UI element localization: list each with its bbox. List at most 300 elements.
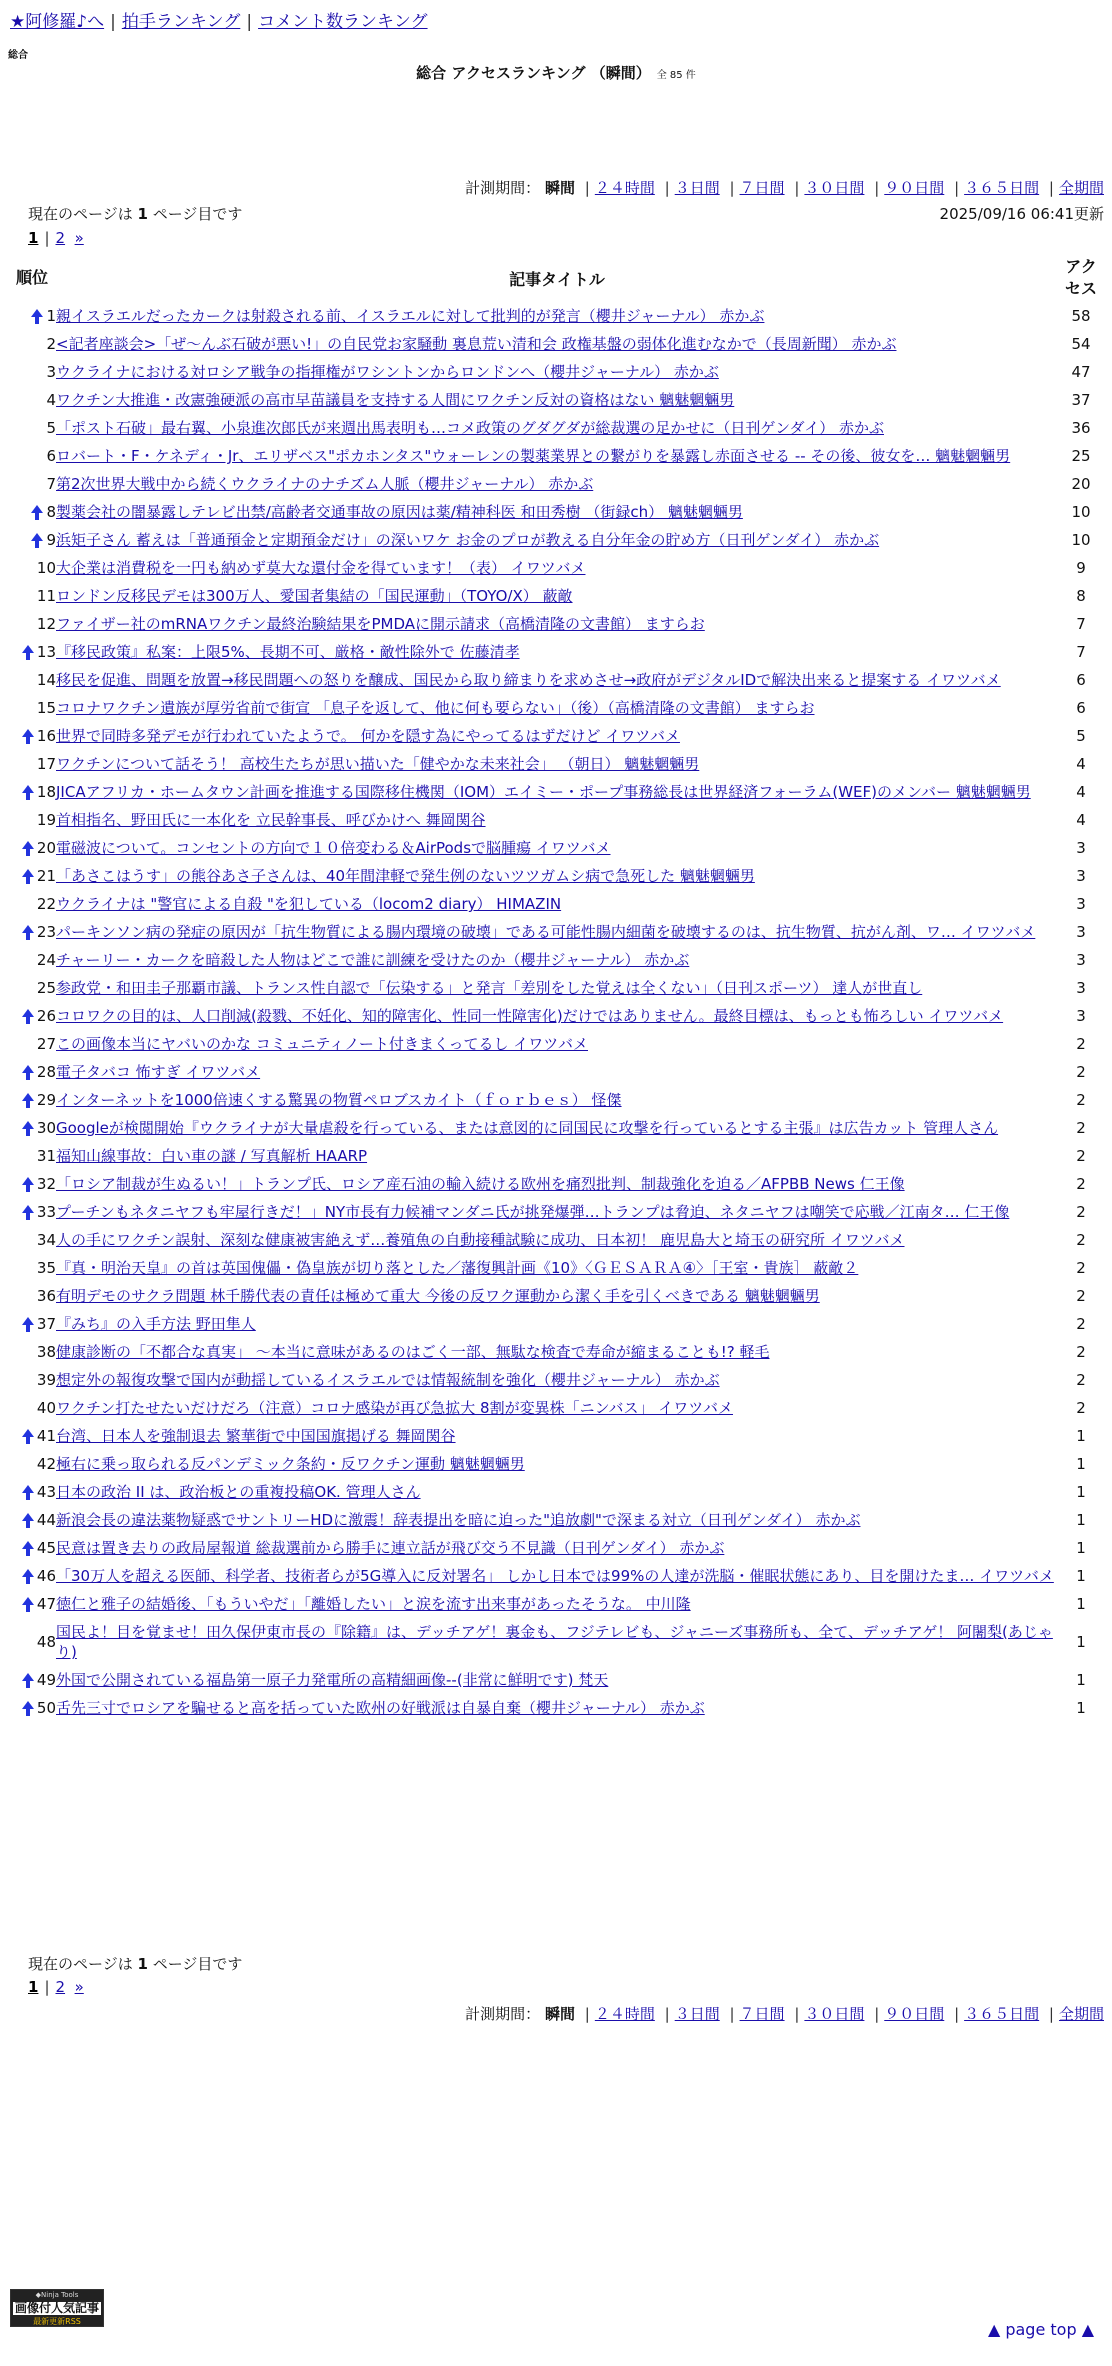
table-row (8, 1506, 1104, 1534)
access-count: 7 (1076, 615, 1086, 633)
table-row (8, 414, 1104, 442)
table-row (8, 1198, 1104, 1226)
period-link-365d[interactable]: ３６５日間 (964, 2005, 1040, 2023)
article-title-link[interactable]: ロバート・F・ケネディ・Jr、エリザベス"ポカホンタス"ウォーレンの製薬業界との繋がりを暴露し赤面させる -- その後、彼女を… 魑魅魍魎男 (56, 447, 1011, 465)
access-count: 58 (1071, 307, 1091, 325)
access-count: 5 (1076, 727, 1086, 745)
rank-number: 36 (36, 1287, 56, 1305)
title-cell (56, 666, 1058, 694)
rank-number: 20 (36, 839, 56, 857)
access-count: 2 (1076, 1203, 1086, 1221)
table-row (8, 1618, 1104, 1666)
table-row (8, 582, 1104, 610)
table-row (8, 1590, 1104, 1618)
home-link[interactable]: ★阿修羅♪へ (10, 12, 105, 32)
rank-cell (8, 1310, 56, 1338)
rank-number: 38 (36, 1343, 56, 1361)
title-cell (56, 1338, 1058, 1366)
title-cell (56, 694, 1058, 722)
rank-number: 11 (36, 587, 56, 605)
access-count: 2 (1076, 1063, 1086, 1081)
period-link-365d[interactable]: ３６５日間 (964, 179, 1040, 197)
access-count: 1 (1076, 1455, 1086, 1473)
table-row (8, 1114, 1104, 1142)
article-title-link[interactable]: 福知山線事故：白い車の謎 / 写真解析 HAARP (56, 1147, 368, 1165)
period-link-90d[interactable]: ９０日間 (884, 179, 945, 197)
rank-number: 42 (36, 1455, 56, 1473)
rank-number: 28 (36, 1063, 56, 1081)
rank-cell (8, 1666, 56, 1694)
table-row (8, 1450, 1104, 1478)
article-title-link[interactable]: 「30万人を超える医師、科学者、技術者らが5G導入に反対署名」 しかし日本では99%の人達が洗脳・催眠状態にあり、目を開けたま… イワツバメ (56, 1567, 1054, 1585)
access-count: 1 (1076, 1567, 1086, 1585)
article-title-link[interactable]: 「ロシア制裁が生ぬるい！」トランプ氏、ロシア産石油の輸入続ける欧州を痛烈批判、制裁強化を迫る／AFPBB News 仁王像 (56, 1175, 905, 1193)
article-title-link[interactable]: 製薬会社の闇暴露しテレビ出禁/高齢者交通事故の原因は薬/精神科医 和田秀樹 （街録ch） 魑魅魍魎男 (56, 503, 743, 521)
rank-cell (8, 470, 56, 498)
article-title-link[interactable]: 移民を促進、問題を放置→移民問題への怒りを醸成、国民から取り締まりを求めさせ→政府がデジタルIDで解決出来ると提案する イワツバメ (56, 671, 1001, 689)
pager-page-2[interactable]: 2 (55, 229, 66, 247)
table-row (8, 1310, 1104, 1338)
rank-number: 47 (36, 1595, 56, 1613)
table-row (8, 1226, 1104, 1254)
article-title-link[interactable]: ワクチンについて話そう！ 高校生たちが思い描いた「健やかな未来社会」 （朝日） 魑魅魍魎男 (56, 755, 700, 773)
rank-cell (8, 554, 56, 582)
title-cell (56, 358, 1058, 386)
table-row (8, 1666, 1104, 1694)
rank-cell (8, 638, 56, 666)
access-count: 20 (1071, 475, 1091, 493)
rank-number: 6 (46, 447, 56, 465)
access-count: 4 (1076, 783, 1086, 801)
table-row (8, 1030, 1104, 1058)
rank-cell (8, 1198, 56, 1226)
rank-cell (8, 1506, 56, 1534)
title-cell (56, 834, 1058, 862)
rank-number: 43 (36, 1483, 56, 1501)
rank-number: 23 (36, 923, 56, 941)
title-cell (56, 1198, 1058, 1226)
table-row (8, 1478, 1104, 1506)
rank-number: 2 (46, 335, 56, 353)
rank-cell (8, 526, 56, 554)
article-title-link[interactable]: 電磁波について。コンセントの方向で１０倍変わる＆AirPodsで脳腫瘍 イワツバメ (56, 839, 611, 857)
rank-cell (8, 1422, 56, 1450)
access-count: 36 (1071, 419, 1091, 437)
article-title-link[interactable]: Googleが検閲開始『ウクライナが大量虐殺を行っている、または意図的に同国民に攻撃を行っているとする主張』は広告カット 管理人さん (56, 1119, 999, 1137)
period-link-7d[interactable]: ７日間 (739, 2005, 785, 2023)
ranking-table-body (8, 302, 1104, 1722)
article-title-link[interactable]: インターネットを1000倍速くする驚異の物質ペロブスカイト（ｆｏｒｂｅｓ） 怪傑 (56, 1091, 622, 1109)
table-row (8, 666, 1104, 694)
table-row (8, 1058, 1104, 1086)
article-title-link[interactable]: 『移民政策』私案：上限5%、長期不可、厳格・敵性除外で 佐藤清孝 (56, 643, 520, 661)
rank-number: 16 (36, 727, 56, 745)
period-link-all[interactable]: 全期間 (1058, 179, 1104, 197)
access-count: 3 (1076, 979, 1086, 997)
title-cell (56, 1666, 1058, 1694)
rank-cell (8, 330, 56, 358)
access-count: 4 (1076, 755, 1086, 773)
article-title-link[interactable]: 電子タバコ 怖すぎ イワツバメ (56, 1063, 261, 1081)
access-count: 54 (1071, 335, 1091, 353)
title-cell (56, 442, 1058, 470)
rank-number: 49 (36, 1671, 56, 1689)
pager-page-1[interactable]: 1 (28, 229, 39, 247)
article-title-link[interactable]: 世界で同時多発デモが行われていたようで。 何かを隠す為にやってるはずだけど イワツバメ (56, 727, 680, 745)
access-count: 2 (1076, 1287, 1086, 1305)
period-selector-bottom: 計測期間： 瞬間 | ２４時間 | ３日間 | ７日間 | ３０日間 | ９０日間 | ３６５日間 | 全期間 (465, 2005, 1104, 2023)
access-count: 2 (1076, 1371, 1086, 1389)
rank-number: 13 (36, 643, 56, 661)
access-count: 2 (1076, 1343, 1086, 1361)
table-row (8, 974, 1104, 1002)
title-cell (56, 1030, 1058, 1058)
total-count: 全 85 件 (656, 70, 696, 81)
table-row (8, 918, 1104, 946)
article-title-link[interactable]: 舌先三寸でロシアを騙せると高を括っていた欧州の好戦派は自暴自棄（櫻井ジャーナル） 赤かぶ (56, 1699, 705, 1717)
rank-number: 14 (36, 671, 56, 689)
rank-cell (8, 1058, 56, 1086)
pager-page-2[interactable]: 2 (55, 1978, 66, 1996)
title-cell (56, 386, 1058, 414)
rank-cell (8, 582, 56, 610)
period-link-3d[interactable]: ３日間 (674, 179, 720, 197)
period-link-24h[interactable]: ２４時間 (594, 2005, 655, 2023)
rank-cell (8, 1282, 56, 1310)
title-cell (56, 918, 1058, 946)
access-count: 2 (1076, 1119, 1086, 1137)
rank-cell (8, 834, 56, 862)
access-count: 37 (1071, 391, 1091, 409)
article-title-link[interactable]: プーチンもネタニヤフも牢屋行きだ！」NY市長有力候補マンダニ氏が挑発爆弾…トランプは脅迫、ネタニヤフは嘲笑で応戦／江南タ… 仁王像 (56, 1203, 1010, 1221)
table-row (8, 1694, 1104, 1722)
rank-cell (8, 1226, 56, 1254)
access-count: 1 (1076, 1699, 1086, 1717)
article-title-link[interactable]: コロワクの目的は、人口削減(殺戮、不妊化、知的障害化、性同一性障害化)だけではありません。最終目標は、もっとも怖ろしい イワツバメ (56, 1007, 1004, 1025)
article-title-link[interactable]: 『みち』の入手方法 野田隼人 (56, 1315, 256, 1333)
article-title-link[interactable]: 健康診断の「不都合な真実」 ～本当に意味があるのはごく一部、無駄な検査で寿命が縮まることも!? 軽毛 (56, 1343, 770, 1361)
rank-number: 19 (36, 811, 56, 829)
title-cell (56, 610, 1058, 638)
article-title-link[interactable]: ウクライナにおける対ロシア戦争の指揮権がワシントンからロンドンへ（櫻井ジャーナル） 赤かぶ (56, 363, 719, 381)
rank-cell (8, 1618, 56, 1666)
title-cell (56, 1478, 1058, 1506)
title-cell (56, 1618, 1058, 1666)
article-title-link[interactable]: ロンドン反移民デモは300万人、愛国者集結の「国民運動」（TOYO/X） 蔽敵 (56, 587, 573, 605)
title-cell (56, 778, 1058, 806)
title-cell (56, 1534, 1058, 1562)
article-title-link[interactable]: ワクチン打たせたいだけだろ（注意）コロナ感染が再び急拡大 8割が変異株「ニンバス」 イワツバメ (56, 1399, 733, 1417)
rank-cell (8, 302, 56, 330)
rank-number: 35 (36, 1259, 56, 1277)
access-count: 2 (1076, 1399, 1086, 1417)
rank-cell (8, 442, 56, 470)
article-title-link[interactable]: 第2次世界大戦中から続くウクライナのナチズム人脈（櫻井ジャーナル） 赤かぶ (56, 475, 594, 493)
table-row (8, 526, 1104, 554)
access-count: 10 (1071, 503, 1091, 521)
table-row (8, 442, 1104, 470)
rank-number: 9 (46, 531, 56, 549)
article-title-link[interactable]: 「ポスト石破」最右翼、小泉進次郎氏が来週出馬表明も…コメ政策のグダグダが総裁選の足かせに（日刊ゲンダイ） 赤かぶ (56, 419, 884, 437)
access-count: 6 (1076, 671, 1086, 689)
rank-cell (8, 1086, 56, 1114)
rank-cell (8, 946, 56, 974)
table-row (8, 722, 1104, 750)
rank-number: 46 (36, 1567, 56, 1585)
access-count: 1 (1076, 1427, 1086, 1445)
period-link-30d[interactable]: ３０日間 (804, 2005, 865, 2023)
rank-number: 5 (46, 419, 56, 437)
article-title-link[interactable]: チャーリー・カークを暗殺した人物はどこで誰に訓練を受けたのか（櫻井ジャーナル） 赤かぶ (56, 951, 690, 969)
table-row (8, 302, 1104, 330)
access-count: 47 (1071, 363, 1091, 381)
rank-number: 25 (36, 979, 56, 997)
access-count: 1 (1076, 1671, 1086, 1689)
access-count: 1 (1076, 1633, 1086, 1651)
top-nav (10, 10, 428, 34)
nav-separator: | (246, 12, 253, 32)
rank-cell (8, 610, 56, 638)
rank-cell (8, 1254, 56, 1282)
rank-number: 39 (36, 1371, 56, 1389)
table-row (8, 1366, 1104, 1394)
title-cell (56, 1114, 1058, 1142)
title-cell (56, 1394, 1058, 1422)
rank-number: 1 (46, 307, 56, 325)
rank-number: 29 (36, 1091, 56, 1109)
article-title-link[interactable]: 参政党・和田圭子那覇市議、トランス性自認で「伝染する」と発言「差別をした覚えは全くない」（日刊スポーツ） 達人が世直し (56, 979, 923, 997)
period-link-7d[interactable]: ７日間 (739, 179, 785, 197)
title-cell (56, 1694, 1058, 1722)
rank-cell (8, 890, 56, 918)
article-title-link[interactable]: 有明デモのサクラ問題 林千勝代表の責任は極めて重大 今後の反ワク運動から潔く手を引くべきである 魑魅魍魎男 (56, 1287, 820, 1305)
article-title-link[interactable]: ウクライナは "警官による自殺 "を犯している（locom2 diary） HIMAZIN (56, 895, 562, 913)
article-title-link[interactable]: 人の手にワクチン誤射、深刻な健康被害絶えず…養殖魚の自動接種試験に成功、日本初！ 鹿児島大と埼玉の研究所 イワツバメ (56, 1231, 905, 1249)
title-cell (56, 414, 1058, 442)
title-cell (56, 1310, 1058, 1338)
title-header: 記事タイトル (509, 269, 605, 289)
table-row (8, 1534, 1104, 1562)
title-cell (56, 1058, 1058, 1086)
table-row (8, 554, 1104, 582)
updated-timestamp: 2025/09/16 06:41更新 (939, 205, 1104, 223)
section-label: 総合 (8, 50, 28, 61)
rank-cell (8, 862, 56, 890)
table-row (8, 778, 1104, 806)
page-top-link[interactable]: ▲ page top ▲ (987, 2320, 1094, 2339)
pager-top: 1 | 2 » (28, 229, 84, 247)
title-cell (56, 722, 1058, 750)
access-count: 2 (1076, 1259, 1086, 1277)
rank-cell (8, 1450, 56, 1478)
current-page-number: 1 (137, 205, 148, 223)
title-cell (56, 330, 1058, 358)
article-title-link[interactable]: この画像本当にヤバいのかな コミュニティノート付きまくってるし イワツバメ (56, 1035, 588, 1053)
table-row (8, 498, 1104, 526)
pager-page-1[interactable]: 1 (28, 1978, 39, 1996)
pager-bottom: 1 | 2 » (28, 1978, 84, 1996)
rank-number: 7 (46, 475, 56, 493)
article-title-link[interactable]: ワクチン大推進・改憲強硬派の高市早苗議員を支持する人間にワクチン反対の資格はない 魑魅魍魎男 (56, 391, 735, 409)
ranking-table (8, 254, 1104, 1722)
access-count: 3 (1076, 951, 1086, 969)
table-row (8, 750, 1104, 778)
rank-number: 32 (36, 1175, 56, 1193)
page-title: 総合 アクセスランキング （瞬間） (416, 64, 651, 82)
access-count: 2 (1076, 1175, 1086, 1193)
table-row (8, 610, 1104, 638)
article-title-link[interactable]: パーキンソン病の発症の原因が「抗生物質による腸内環境の破壊」である可能性腸内細菌を破壊するのは、抗生物質、抗がん剤、ワ… イワツバメ (56, 923, 1036, 941)
period-link-90d[interactable]: ９０日間 (884, 2005, 945, 2023)
title-cell (56, 526, 1058, 554)
access-count: 2 (1076, 1035, 1086, 1053)
article-title-link[interactable]: コロナワクチン遺族が厚労省前で街宣 「息子を返して、他に何も要らない」（後）（高橋清隆の文書館） ますらお (56, 699, 815, 717)
rank-cell (8, 1694, 56, 1722)
title-cell (56, 1002, 1058, 1030)
access-count: 1 (1076, 1483, 1086, 1501)
pager-next-arrow[interactable]: » (74, 229, 84, 247)
table-row (8, 806, 1104, 834)
period-selector-top: 計測期間： 瞬間 | ２４時間 | ３日間 | ７日間 | ３０日間 | ９０日間 | ３６５日間 | 全期間 (465, 179, 1104, 197)
access-count: 1 (1076, 1539, 1086, 1557)
table-row (8, 694, 1104, 722)
title-cell (56, 1562, 1058, 1590)
title-cell (56, 1366, 1058, 1394)
rank-number: 45 (36, 1539, 56, 1557)
article-title-link[interactable]: 外国で公開されている福島第一原子力発電所の高精細画像--(非常に鮮明です) 梵天 (56, 1671, 609, 1689)
table-row (8, 1422, 1104, 1450)
rank-cell (8, 722, 56, 750)
access-count: 10 (1071, 531, 1091, 549)
title-cell (56, 1086, 1058, 1114)
rank-number: 3 (46, 363, 56, 381)
access-count: 2 (1076, 1091, 1086, 1109)
access-count: 3 (1076, 1007, 1086, 1025)
title-cell (56, 1422, 1058, 1450)
rank-cell (8, 414, 56, 442)
title-cell (56, 470, 1058, 498)
rank-number: 50 (36, 1699, 56, 1717)
ninja-tools-logo[interactable]: ◆Ninja Tools 画像付人気記事 最新更新RSS (10, 2289, 104, 2327)
rank-cell (8, 666, 56, 694)
nav-separator: | (110, 12, 116, 32)
article-title-link[interactable]: 親イスラエルだったカークは射殺される前、イスラエルに対して批判的が発言（櫻井ジャーナル） 赤かぶ (56, 307, 765, 325)
title-cell (56, 1450, 1058, 1478)
rank-cell (8, 1478, 56, 1506)
table-row (8, 1282, 1104, 1310)
table-row (8, 1338, 1104, 1366)
rank-cell (8, 1170, 56, 1198)
article-title-link[interactable]: 想定外の報復攻撃で国内が動揺しているイスラエルでは情報統制を強化（櫻井ジャーナル） 赤かぶ (56, 1371, 720, 1389)
table-row (8, 1142, 1104, 1170)
article-title-link[interactable]: 『真・明治天皇』の首は英国傀儡・偽皇族が切り落とした／藩復興計画《10》〈ＧＥＳＡＲＡ④〉［王室・貴族］ 蔽敵２ (56, 1259, 859, 1277)
page-title-block (0, 62, 1112, 83)
rank-number: 40 (36, 1399, 56, 1417)
rank-cell (8, 750, 56, 778)
access-count: 7 (1076, 643, 1086, 661)
table-row (8, 862, 1104, 890)
rank-number: 4 (46, 391, 56, 409)
table-row (8, 1002, 1104, 1030)
title-cell (56, 1170, 1058, 1198)
article-title-link[interactable]: <記者座談会>「ぜ～んぶ石破が悪い!」の自民党お家騒動 裏息荒い清和会 政権基盤の弱体化進むなかで（長周新聞） 赤かぶ (56, 335, 897, 353)
article-title-link[interactable]: 台湾、日本人を強制退去 繁華街で中国国旗掲げる 舞岡関谷 (56, 1427, 456, 1445)
title-cell (56, 946, 1058, 974)
article-title-link[interactable]: ファイザー社のmRNAワクチン最終治験結果をPMDAに開示請求（高橋清隆の文書館） ますらお (56, 615, 705, 633)
table-row (8, 1086, 1104, 1114)
access-count: 4 (1076, 811, 1086, 829)
rank-cell (8, 1030, 56, 1058)
title-cell (56, 498, 1058, 526)
rank-cell (8, 806, 56, 834)
title-cell (56, 1226, 1058, 1254)
article-title-link[interactable]: 新浪会長の違法薬物疑惑でサントリーHDに激震！辞表提出を暗に迫った"追放劇"で深まる対立（日刊ゲンダイ） 赤かぶ (56, 1511, 861, 1529)
article-title-link[interactable]: 民意は置き去りの政局屋報道 総裁選前から勝手に連立話が飛び交う不見識（日刊ゲンダイ） 赤かぶ (56, 1539, 725, 1557)
rank-header: 順位 (15, 268, 48, 287)
rank-cell (8, 1366, 56, 1394)
rank-cell (8, 358, 56, 386)
rank-number: 18 (36, 783, 56, 801)
access-count: 3 (1076, 923, 1086, 941)
rank-number: 26 (36, 1007, 56, 1025)
title-cell (56, 1590, 1058, 1618)
article-title-link[interactable]: 浜矩子さん 蓄えは「普通預金と定期預金だけ」の深いワケ お金のプロが教える自分年金の貯め方（日刊ゲンダイ） 赤かぶ (56, 531, 880, 549)
article-title-link[interactable]: JICAアフリカ・ホームタウン計画を推進する国際移住機関（IOM）エイミー・ポープ事務総長は世界経済フォーラム(WEF)のメンバー 魑魅魍魎男 (56, 783, 1031, 801)
access-count: 8 (1076, 587, 1086, 605)
rank-cell (8, 1590, 56, 1618)
article-title-link[interactable]: 日本の政治 II は、政治板との重複投稿OK. 管理人さん (56, 1483, 421, 1501)
period-link-all[interactable]: 全期間 (1058, 2005, 1104, 2023)
title-cell (56, 890, 1058, 918)
access-count: 1 (1076, 1595, 1086, 1613)
title-cell (56, 1254, 1058, 1282)
rank-cell (8, 1114, 56, 1142)
rank-cell (8, 498, 56, 526)
period-link-24h[interactable]: ２４時間 (594, 179, 655, 197)
pager-next-arrow[interactable]: » (74, 1978, 84, 1996)
article-title-link[interactable]: 徳仁と雅子の結婚後、「もういやだ」「離婚したい」と涙を流す出来事があったそうな。 中川隆 (56, 1595, 691, 1613)
table-row (8, 1254, 1104, 1282)
rank-cell (8, 1394, 56, 1422)
article-title-link[interactable]: 極右に乗っ取られる反パンデミック条約・反ワクチン運動 魑魅魍魎男 (56, 1455, 525, 1473)
access-count: 3 (1076, 867, 1086, 885)
rank-number: 31 (36, 1147, 56, 1165)
table-row (8, 470, 1104, 498)
title-cell (56, 1506, 1058, 1534)
clap-ranking-link[interactable]: 拍手ランキング (121, 12, 241, 32)
access-count: 2 (1076, 1315, 1086, 1333)
article-title-link[interactable]: 大企業は消費税を一円も納めず莫大な還付金を得ています！（表） イワツバメ (56, 559, 586, 577)
rank-number: 33 (36, 1203, 56, 1221)
comment-ranking-link[interactable]: コメント数ランキング (258, 12, 428, 32)
table-row (8, 1562, 1104, 1590)
title-cell (56, 638, 1058, 666)
access-count: 2 (1076, 1231, 1086, 1249)
access-count: 9 (1076, 559, 1086, 577)
article-title-link[interactable]: 首相指名、野田氏に一本化を 立民幹事長、呼びかけへ 舞岡関谷 (56, 811, 486, 829)
period-link-3d[interactable]: ３日間 (674, 2005, 720, 2023)
access-count: 25 (1071, 447, 1091, 465)
period-link-30d[interactable]: ３０日間 (804, 179, 865, 197)
article-title-link[interactable]: 「あさこはうす」の熊谷あさ子さんは、40年間津軽で発生例のないツツガムシ病で急死した 魑魅魍魎男 (56, 867, 755, 885)
rank-number: 34 (36, 1231, 56, 1249)
page-info-top: 現在のページは 1 ページ目です (28, 205, 243, 223)
rank-number: 21 (36, 867, 56, 885)
rank-cell (8, 918, 56, 946)
article-title-link[interactable]: 国民よ！目を覚ませ！田久保伊東市長の『除籍』は、デッチアゲ！裏金も、フジテレビも、ジャニーズ事務所も、全て、デッチアゲ！ 阿闍梨(あじゃり) (56, 1623, 1053, 1661)
access-count: 1 (1076, 1511, 1086, 1529)
rank-number: 30 (36, 1119, 56, 1137)
